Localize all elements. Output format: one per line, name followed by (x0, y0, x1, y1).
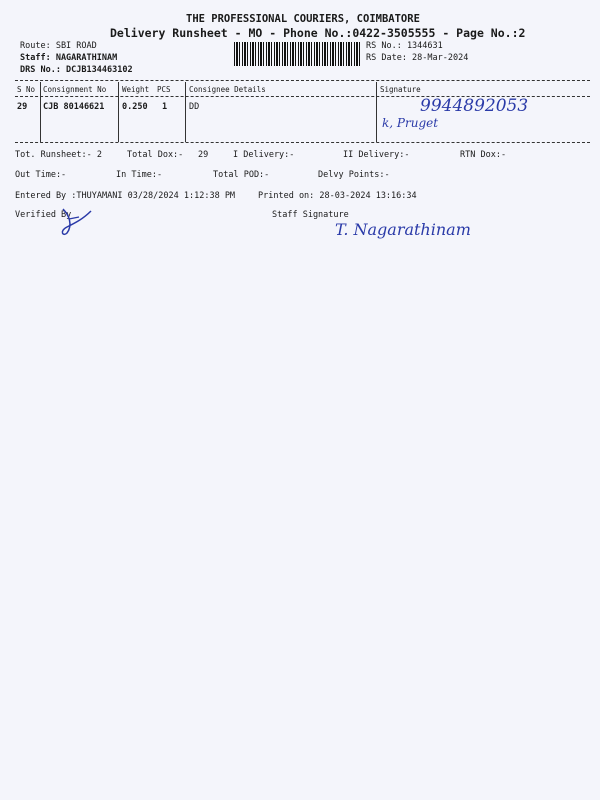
in-time: In Time:- (116, 170, 163, 180)
col-pcs: PCS (157, 85, 171, 94)
staff-signature-label: Staff Signature (272, 210, 349, 220)
row-consignee: DD (189, 102, 200, 112)
col-rule (40, 82, 41, 142)
verified-signature-mark (55, 205, 99, 239)
barcode (234, 42, 362, 66)
total-dox-value: 29 (198, 150, 209, 160)
rtn-dox: RTN Dox:- (460, 150, 507, 160)
verified-by: Verified By (15, 210, 72, 220)
col-rule (118, 82, 119, 142)
col-consignment: Consignment No (43, 85, 107, 94)
route: Route: SBI ROAD (20, 41, 97, 51)
tot-runsheet: Tot. Runsheet:- 2 (15, 150, 102, 160)
handwritten-signature: k, Pruget (382, 116, 439, 130)
total-dox-label: Total Dox:- (127, 150, 184, 160)
handwritten-phone: 9944892053 (420, 96, 529, 116)
i-delivery: I Delivery:- (233, 150, 295, 160)
ii-delivery: II Delivery:- (343, 150, 410, 160)
row-consignment: CJB 80146621 (43, 102, 105, 112)
staff: Staff: NAGARATHINAM (20, 53, 118, 63)
rs-date: RS Date: 28-Mar-2024 (366, 53, 469, 63)
row-pcs: 1 (162, 102, 168, 112)
printed-on: Printed on: 28-03-2024 13:16:34 (258, 191, 417, 201)
page-title: Delivery Runsheet - MO - Phone No.:0422-3505555 - Page No.:2 (110, 26, 526, 40)
delvy-points: Delvy Points:- (318, 170, 390, 180)
col-rule (376, 82, 377, 142)
divider (15, 80, 590, 81)
rs-number: RS No.: 1344631 (366, 41, 443, 51)
staff-handwritten-signature: T. Nagarathinam (335, 220, 471, 239)
row-sno: 29 (17, 102, 28, 112)
divider (15, 142, 590, 143)
col-signature: Signature (380, 85, 421, 94)
out-time: Out Time:- (15, 170, 67, 180)
col-consignee: Consignee Details (189, 85, 266, 94)
total-pod: Total POD:- (213, 170, 270, 180)
col-rule (185, 82, 186, 142)
row-weight: 0.250 (122, 102, 148, 112)
company-name: THE PROFESSIONAL COURIERS, COIMBATORE (186, 13, 420, 25)
col-weight: Weight (122, 85, 150, 94)
drs-number: DRS No.: DCJB134463102 (20, 65, 133, 75)
col-sno: S No (17, 85, 36, 94)
entered-by: Entered By :THUYAMANI 03/28/2024 1:12:38 PM (15, 191, 236, 201)
